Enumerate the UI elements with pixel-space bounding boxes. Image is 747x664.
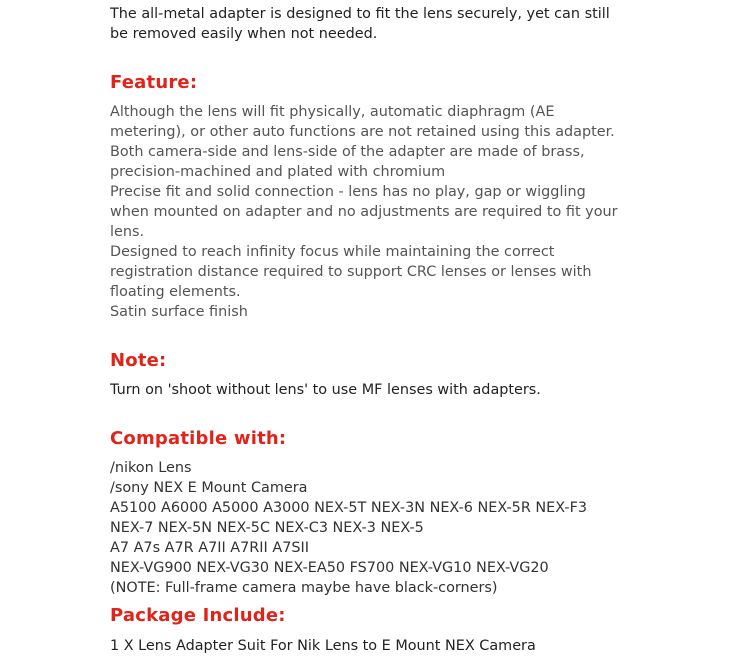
feature-line: Satin surface finish [110, 304, 248, 320]
compatible-item: NEX-VG900 NEX-VG30 NEX-EA50 FS700 NEX-VG10 NEX-VG20 [110, 560, 549, 576]
feature-paragraph [110, 182, 640, 242]
feature-list [110, 102, 640, 322]
intro-line: be removed easily when not needed. [110, 26, 378, 42]
compatible-item: (NOTE: Full-frame camera maybe have black-corners) [110, 580, 498, 596]
note-text [110, 380, 640, 400]
feature-heading: Feature: [110, 72, 198, 93]
package-text [110, 636, 640, 656]
compatible-item: A7 A7s A7R A7II A7RII A7SII [110, 540, 309, 556]
feature-paragraph [110, 242, 640, 302]
feature-line: when mounted on adapter and no adjustments are required to fit your [110, 204, 618, 220]
feature-paragraph [110, 102, 640, 142]
feature-line: lens. [110, 224, 145, 240]
feature-line: Both camera-side and lens-side of the adapter are made of brass, [110, 144, 585, 160]
compatible-heading: Compatible with: [110, 428, 287, 449]
note-line: Turn on 'shoot without lens' to use MF lenses with adapters. [110, 382, 541, 398]
feature-paragraph [110, 142, 640, 182]
feature-line: registration distance required to support CRC lenses or lenses with [110, 264, 592, 280]
compatible-list [110, 458, 640, 598]
feature-line: Designed to reach infinity focus while maintaining the correct [110, 244, 555, 260]
package-heading: Package Include: [110, 605, 286, 626]
product-description [110, 4, 640, 656]
compatible-item: A5100 A6000 A5000 A3000 NEX-5T NEX-3N NEX-6 NEX-5R NEX-F3 [110, 500, 588, 516]
intro-line: The all-metal adapter is designed to fit the lens securely, yet can still [110, 6, 610, 22]
feature-line: Although the lens will fit physically, automatic diaphragm (AE [110, 104, 555, 120]
feature-line: metering), or other auto functions are not retained using this adapter. [110, 124, 615, 140]
feature-line: precision-machined and plated with chromium [110, 164, 446, 180]
feature-paragraph [110, 302, 640, 322]
feature-line: floating elements. [110, 284, 241, 300]
compatible-item: NEX-7 NEX-5N NEX-5C NEX-C3 NEX-3 NEX-5 [110, 520, 424, 536]
compatible-item: /nikon Lens [110, 460, 192, 476]
package-line: 1 X Lens Adapter Suit For Nik Lens to E Mount NEX Camera [110, 638, 536, 654]
compatible-item: /sony NEX E Mount Camera [110, 480, 308, 496]
note-heading: Note: [110, 350, 167, 371]
intro-paragraph [110, 4, 640, 44]
feature-line: Precise fit and solid connection - lens has no play, gap or wiggling [110, 184, 586, 200]
